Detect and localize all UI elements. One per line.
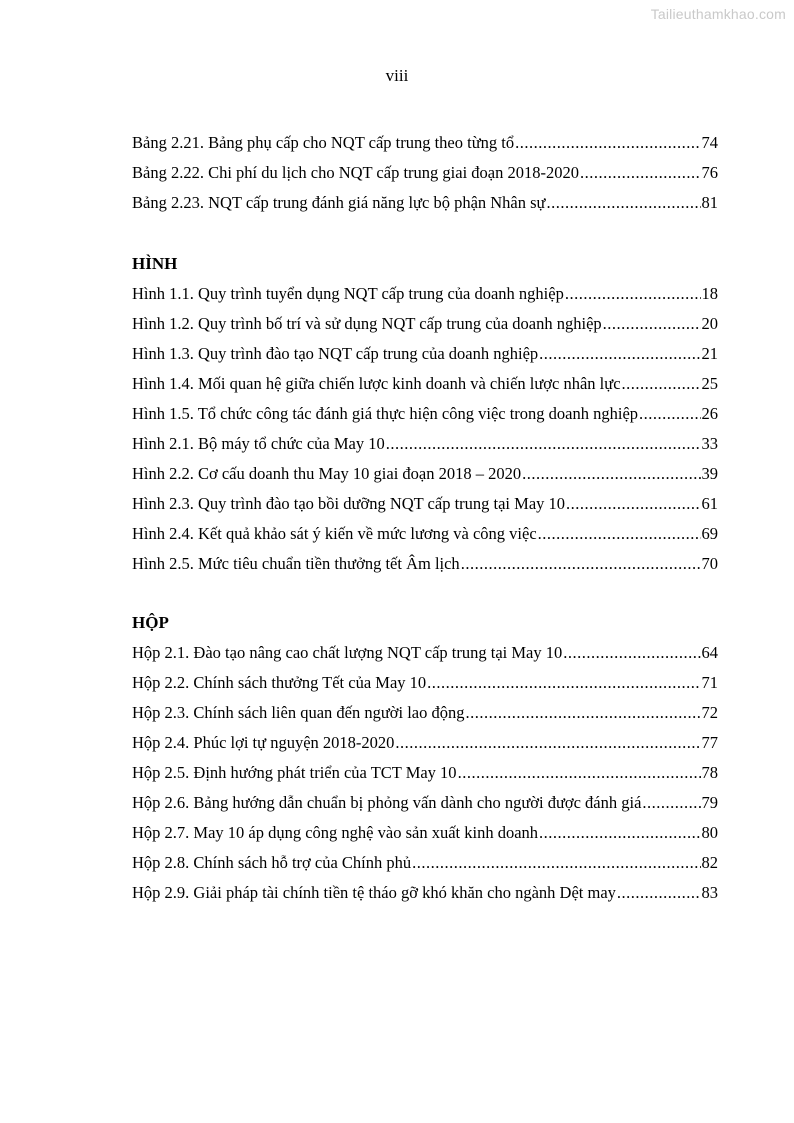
toc-entry-page: 77 [701,733,718,752]
toc-entry[interactable] [132,642,718,664]
dot-leader [538,523,701,545]
toc-entry-page: 18 [701,284,718,303]
toc-entry-label: Hộp 2.3. Chính sách liên quan đến người lao động [132,703,465,722]
page-number: viii [385,66,409,85]
toc-entry[interactable] [132,702,718,724]
dot-leader [466,702,701,724]
toc-entry-label: Hộp 2.5. Định hướng phát triển của TCT May 10 [132,763,457,782]
dot-leader [639,403,700,425]
toc-entry-page: 21 [701,344,718,363]
toc-entry-label: Hộp 2.9. Giải pháp tài chính tiền tệ tháo gỡ khó khăn cho ngành Dệt may [132,883,616,902]
toc-entry-page: 71 [701,673,718,692]
toc-entry[interactable] [132,313,718,335]
toc-entry-page: 26 [701,404,718,423]
toc-entry[interactable] [132,792,718,814]
toc-entry-label: Hình 1.2. Quy trình bố trí và sử dụng NQT cấp trung của doanh nghiệp [132,314,602,333]
toc-entry-label: Hộp 2.6. Bảng hướng dẫn chuẩn bị phỏng vấn dành cho người được đánh giá [132,793,642,812]
toc-entry-label: Bảng 2.23. NQT cấp trung đánh giá năng lực bộ phận Nhân sự [132,193,546,212]
toc-entry-page: 80 [701,823,718,842]
toc-entry-page: 39 [701,464,718,483]
toc-entry-page: 79 [701,793,718,812]
toc-entry-page: 25 [701,374,718,393]
toc-entry[interactable] [132,822,718,844]
toc-entry-page: 81 [701,193,718,212]
dot-leader [458,762,701,784]
toc-entry-page: 69 [701,524,718,543]
toc-entry-label: Hộp 2.8. Chính sách hỗ trợ của Chính phủ [132,853,412,872]
toc-entry[interactable] [132,493,718,515]
dot-leader [565,283,701,305]
toc-entry-label: Hình 1.4. Mối quan hệ giữa chiến lược kinh doanh và chiến lược nhân lực [132,374,621,393]
toc-entry[interactable] [132,373,718,395]
toc-entry[interactable] [132,553,718,575]
toc-entry-label: Hộp 2.7. May 10 áp dụng công nghệ vào sản xuất kinh doanh [132,823,539,842]
toc-entry-page: 72 [701,703,718,722]
toc-entry[interactable] [132,433,718,455]
dot-leader [461,553,701,575]
toc-entry[interactable] [132,283,718,305]
toc-entry[interactable] [132,672,718,694]
toc-entry-label: Hình 2.2. Cơ cấu doanh thu May 10 giai đoạn 2018 – 2020 [132,464,522,483]
watermark: Tailieuthamkhao.com [650,6,786,22]
toc-entry-page: 76 [701,163,718,182]
toc-entry-page: 78 [701,763,718,782]
toc-entry[interactable] [132,732,718,754]
toc-entry-label: Bảng 2.22. Chi phí du lịch cho NQT cấp trung giai đoạn 2018-2020 [132,163,579,182]
toc-entry[interactable] [132,523,718,545]
toc-entry-page: 61 [701,494,718,513]
toc-entry[interactable] [132,463,718,485]
dot-leader [539,343,700,365]
toc-entry-page: 82 [701,853,718,872]
toc-entry[interactable] [132,403,718,425]
dot-leader [603,313,701,335]
dot-leader [522,463,700,485]
dot-leader [395,732,700,754]
dot-leader [386,433,701,455]
toc-entry-label: Bảng 2.21. Bảng phụ cấp cho NQT cấp trung theo từng tổ [132,133,515,152]
toc-entry-label: Hình 1.3. Quy trình đào tạo NQT cấp trung của doanh nghiệp [132,344,539,363]
toc-entry[interactable] [132,192,718,214]
toc-entry-label: Hộp 2.1. Đào tạo nâng cao chất lượng NQT cấp trung tại May 10 [132,643,563,662]
toc-entry-label: Hình 1.1. Quy trình tuyển dụng NQT cấp trung của doanh nghiệp [132,284,564,303]
toc-entry[interactable] [132,852,718,874]
dot-leader [412,852,700,874]
dot-leader [580,162,701,184]
dot-leader [563,642,700,664]
toc-entry-label: Hộp 2.4. Phúc lợi tự nguyện 2018-2020 [132,733,395,752]
dot-leader [547,192,701,214]
toc-entry-label: Hình 2.4. Kết quả khảo sát ý kiến về mức lương và công việc [132,524,537,543]
dot-leader [617,882,701,904]
toc-entry-label: Hình 1.5. Tổ chức công tác đánh giá thực hiện công việc trong doanh nghiệp [132,404,639,423]
dot-leader [642,792,700,814]
toc-entry[interactable] [132,762,718,784]
toc-entry[interactable] [132,343,718,365]
section-heading-hinh: HÌNH [132,254,178,273]
toc-entry-label: Hình 2.5. Mức tiêu chuẩn tiền thưởng tết Âm lịch [132,554,460,573]
toc-entry-page: 33 [701,434,718,453]
toc-entry-page: 70 [701,554,718,573]
toc-entry-page: 64 [701,643,718,662]
toc-entry[interactable] [132,132,718,154]
dot-leader [566,493,700,515]
toc-entry-page: 74 [701,133,718,152]
dot-leader [515,132,700,154]
section-heading-hop: HỘP [132,613,169,632]
dot-leader [622,373,701,395]
toc-entry-label: Hộp 2.2. Chính sách thưởng Tết của May 10 [132,673,427,692]
toc-entry[interactable] [132,882,718,904]
toc-entry-page: 20 [701,314,718,333]
dot-leader [427,672,700,694]
toc-entry-page: 83 [701,883,718,902]
toc-entry-label: Hình 2.1. Bộ máy tổ chức của May 10 [132,434,385,453]
toc-entry[interactable] [132,162,718,184]
toc-entry-label: Hình 2.3. Quy trình đào tạo bồi dưỡng NQT cấp trung tại May 10 [132,494,566,513]
dot-leader [539,822,700,844]
